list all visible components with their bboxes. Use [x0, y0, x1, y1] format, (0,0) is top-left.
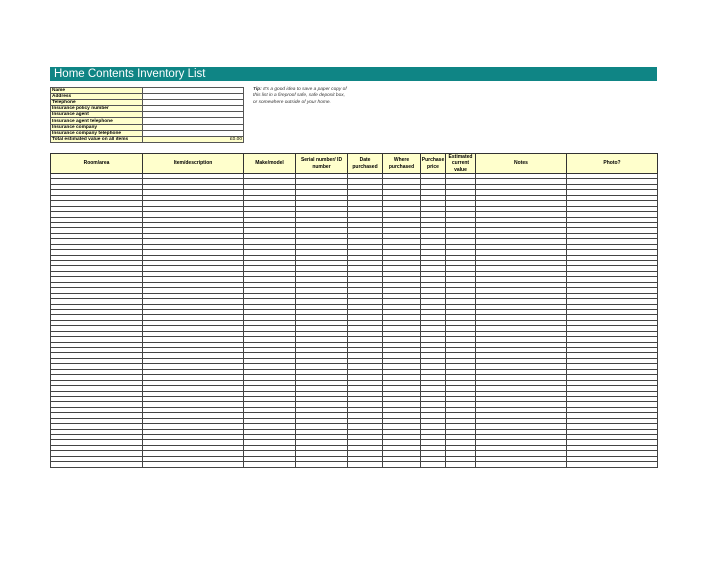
- column-header: Notes: [476, 154, 567, 174]
- total-row: [51, 136, 244, 142]
- info-label: Insurance company telephone: [51, 130, 143, 136]
- table-cell[interactable]: [476, 462, 567, 467]
- table-cell[interactable]: [383, 462, 421, 467]
- tip-note: [253, 87, 349, 106]
- total-value: £0.00: [143, 136, 244, 142]
- inventory-table: [50, 153, 658, 468]
- column-header: Make/model: [244, 154, 296, 174]
- info-label: Telephone: [51, 100, 143, 106]
- table-cell[interactable]: [51, 462, 143, 467]
- inventory-header-row: [51, 154, 658, 174]
- info-label: Insurance agent telephone: [51, 118, 143, 124]
- column-header: Photo?: [567, 154, 658, 174]
- table-cell[interactable]: [244, 462, 296, 467]
- column-header: Room/area: [51, 154, 143, 174]
- column-header: Serial number/ ID number: [296, 154, 348, 174]
- table-cell[interactable]: [143, 462, 244, 467]
- page-title: Home Contents Inventory List: [50, 67, 657, 81]
- info-label: Insurance policy number: [51, 106, 143, 112]
- table-cell[interactable]: [446, 462, 476, 467]
- column-header: Estimated current value: [446, 154, 476, 174]
- table-cell[interactable]: [296, 462, 348, 467]
- column-header: Purchase price: [421, 154, 446, 174]
- table-cell[interactable]: [421, 462, 446, 467]
- table-row: [51, 462, 658, 467]
- info-label: Insurance agent: [51, 112, 143, 118]
- column-header: Where purchased: [383, 154, 421, 174]
- column-header: Item/description: [143, 154, 244, 174]
- table-cell[interactable]: [348, 462, 383, 467]
- column-header: Date purchased: [348, 154, 383, 174]
- table-cell[interactable]: [567, 462, 658, 467]
- info-label: Insurance company: [51, 124, 143, 130]
- tip-prefix: Tip:: [253, 87, 262, 92]
- tip-text: It's a good idea to save a paper copy of this list in a fireproof safe, safe deposit box, or somewhere outside of your home.: [253, 87, 347, 105]
- info-label: Address: [51, 94, 143, 100]
- policy-info-table: [50, 87, 244, 143]
- total-label: Total estimated value on all items: [51, 136, 143, 142]
- info-label: Name: [51, 88, 143, 94]
